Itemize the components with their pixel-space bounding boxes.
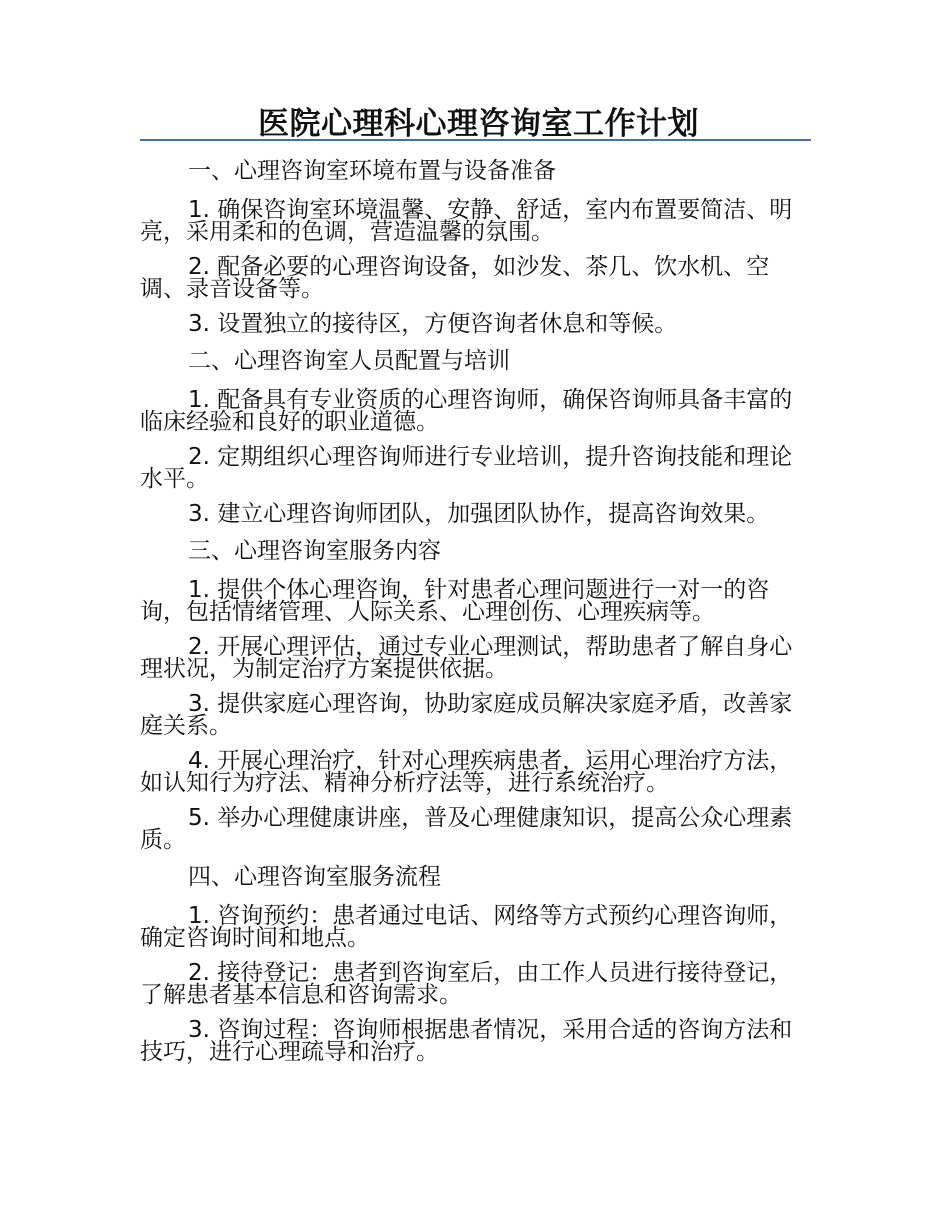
section-environment [140,156,812,335]
list-item: 2. 定期组织心理咨询师进行专业培训，提升咨询技能和理论水平。 [140,444,793,492]
list-item: 3. 建立心理咨询师团队，加强团队协作，提高咨询效果。 [188,501,770,527]
section-heading: 二、心理咨询室人员配置与培训 [188,348,510,374]
list-item: 4. 开展心理治疗，针对心理疾病患者，运用心理治疗方法，如认知行为疗法、精神分析疗法等，进行系统治疗。 [140,748,793,796]
list-item: 1. 咨询预约：患者通过电话、网络等方式预约心理咨询师，确定咨询时间和地点。 [140,903,793,951]
document-title: 医院心理科心理咨询室工作计划 [258,106,699,142]
section-process [140,862,812,1063]
list-item: 1. 提供个体心理咨询，针对患者心理问题进行一对一的咨询，包括情绪管理、人际关系、心理创伤、心理疾病等。 [140,577,770,625]
section-staffing [140,346,812,525]
section-heading: 三、心理咨询室服务内容 [188,538,441,564]
section-services [140,536,812,851]
section-heading: 一、心理咨询室环境布置与设备准备 [188,158,556,184]
list-item: 3. 提供家庭心理咨询，协助家庭成员解决家庭矛盾，改善家庭关系。 [140,691,793,739]
list-item: 2. 接待登记：患者到咨询室后，由工作人员进行接待登记，了解患者基本信息和咨询需求。 [140,960,793,1008]
list-item: 1. 配备具有专业资质的心理咨询师，确保咨询师具备丰富的临床经验和良好的职业道德。 [140,387,793,435]
list-item: 5. 举办心理健康讲座，普及心理健康知识，提高公众心理素质。 [140,805,793,853]
document-body [140,156,812,1074]
list-item: 2. 开展心理评估，通过专业心理测试，帮助患者了解自身心理状况，为制定治疗方案提供依据。 [140,634,793,682]
list-item: 2. 配备必要的心理咨询设备，如沙发、茶几、饮水机、空调、录音设备等。 [140,254,770,302]
list-item: 3. 咨询过程：咨询师根据患者情况，采用合适的咨询方法和技巧，进行心理疏导和治疗。 [140,1017,793,1065]
list-item: 1. 确保咨询室环境温馨、安静、舒适，室内布置要简洁、明亮，采用柔和的色调，营造温馨的氛围。 [140,197,793,245]
title-underline [140,139,811,141]
list-item: 3. 设置独立的接待区，方便咨询者休息和等候。 [188,311,678,337]
section-heading: 四、心理咨询室服务流程 [188,864,441,890]
